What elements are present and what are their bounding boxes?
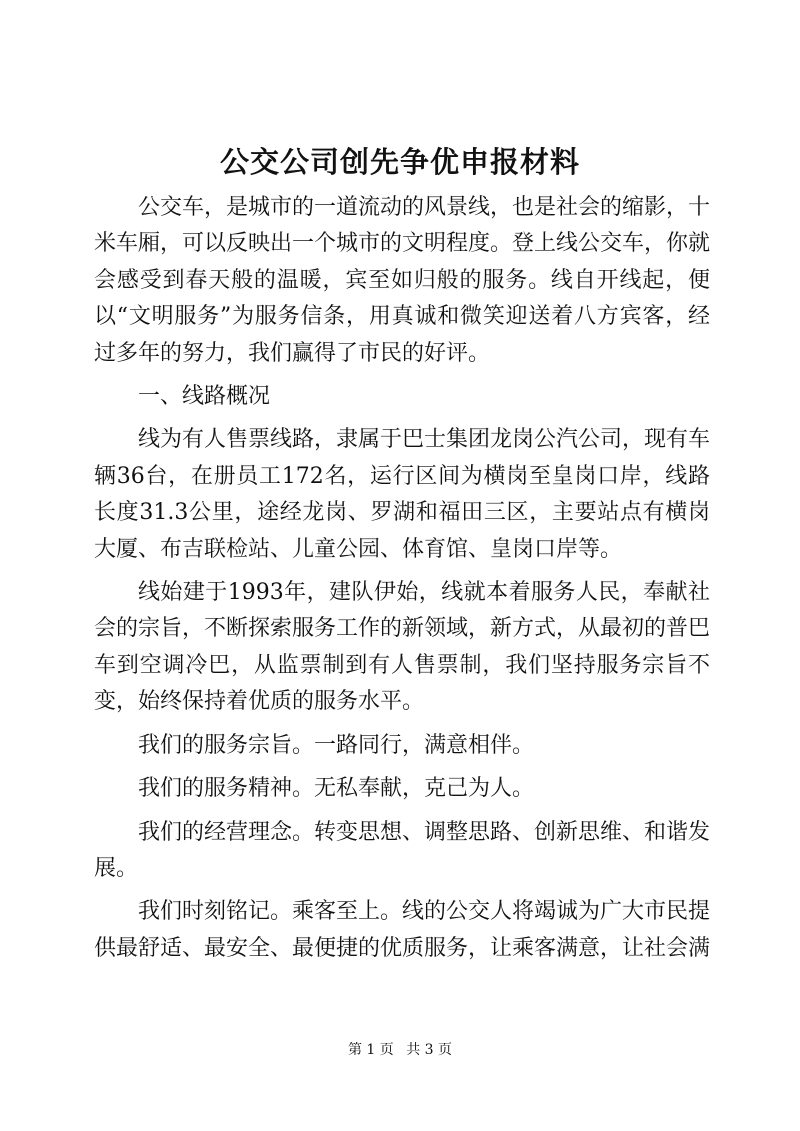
paragraph-gap [94, 808, 710, 815]
paragraph-gap [94, 887, 710, 894]
page-footer [0, 1040, 800, 1060]
paragraph-gap [94, 415, 710, 422]
paragraph-intro: 公交车，是城市的一道流动的风景线，也是社会的缩影，十米车厢，可以反映出一个城市的文明程度。登上线公交车，你就会感受到春天般的温暖，宾至如归般的服务。线自开线起，便以“文明服务”为服务信条，用真诚和微笑迎送着八方宾客，经过多年的努力，我们赢得了市民的好评。 [94, 195, 711, 366]
document-body [94, 190, 710, 967]
page-number: 第 1 页 [347, 1042, 394, 1058]
paragraph-service-spirit: 我们的服务精神。无私奉献，克己为人。 [138, 776, 535, 802]
section-heading-route-overview: 一、线路概况 [138, 384, 271, 410]
paragraph-route-details: 线为有人售票线路，隶属于巴士集团龙岗公汽公司，现有车辆36台，在册员工172名，运行区间为横岗至皇岗口岸，线路长度31.3公里，途经龙岗、罗湖和福田三区，主要站点有横岗大厦、布吉联检站、儿童公园、体育馆、皇岗口岸等。 [94, 427, 711, 562]
document-title: 公交公司创先争优申报材料 [219, 145, 580, 179]
paragraph-business-philosophy: 我们的经营理念。转变思想、调整思路、创新思维、和谐发展。 [94, 819, 711, 881]
paragraph-gap [94, 568, 710, 575]
page-total: 共 3 页 [406, 1042, 453, 1058]
paragraph-gap [94, 721, 710, 728]
paragraph-gap [94, 764, 710, 771]
paragraph-gap [94, 372, 710, 379]
paragraph-history: 线始建于1993年，建队伊始，线就本着服务人民，奉献社会的宗旨，不断探索服务工作的新领域，新方式，从最初的普巴车到空调冷巴，从监票制到有人售票制，我们坚持服务宗旨不变，始终保持着优质的服务水平。 [94, 580, 711, 715]
paragraph-passenger-first: 我们时刻铭记。乘客至上。线的公交人将竭诚为广大市民提供最舒适、最安全、最便捷的优质服务，让乘客满意，让社会满 [94, 899, 711, 961]
paragraph-service-aim: 我们的服务宗旨。一路同行，满意相伴。 [138, 732, 535, 758]
